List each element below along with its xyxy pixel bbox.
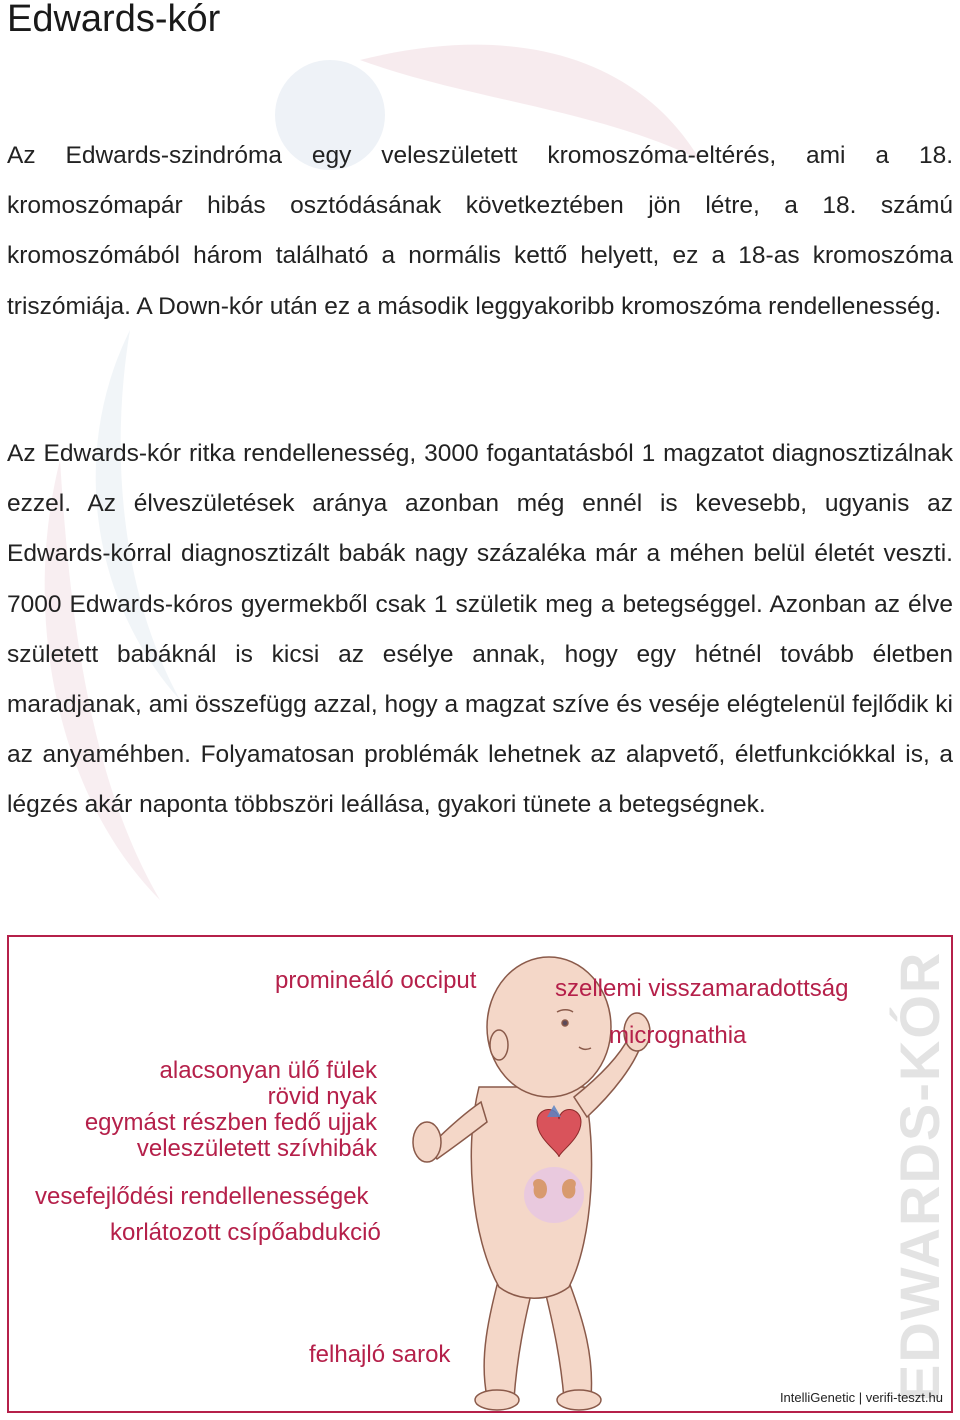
- edwards-syndrome-illustration: [7, 935, 953, 1413]
- vertical-title: [888, 937, 953, 1411]
- label-heart: veleszületett szívhibák: [136, 1135, 377, 1162]
- label-micrognathia: micrognathia: [609, 1022, 747, 1049]
- paragraph-intro: Az Edwards-szindróma egy veleszületett kromoszóma-eltérés, ami a 18. kromoszómapár hibás osztódásának következtében jön létre, a 18. számú kromoszómából három található a normális kettő helyett, ez a 18-as kromoszóma triszómiája. A Down-kór után ez a második leggyakoribb kromoszóma rendellenesség.: [7, 142, 953, 320]
- baby-illustration: [9, 937, 951, 1411]
- page-title: Edwards-kór: [7, 0, 221, 40]
- label-fingers: egymást részben fedő ujjak: [84, 1109, 377, 1136]
- label-heel: felhajló sarok: [309, 1341, 451, 1368]
- paragraph-details: Az Edwards-kór ritka rendellenesség, 3000 fogantatásból 1 magzatot diagnosztizálnak ezzel. Az élveszületések aránya azonban még ennél is kevesebb, ugyanis az Edwards-kórral diagnosztizált babák nagy százaléka már a méhen belül életét veszti. 7000 Edwards-kóros gyermekből csak 1 születik meg a betegséggel. Azonban az élve született babáknál is kicsi az esélye annak, hogy egy hétnél tovább életben maradjanak, ami összefügg azzal, hogy a magzat szíve és veséje elégtelenül fejlődik ki az anyaméhben. Folyamatosan problémák lehetnek az alapvető, életfunkciókkal is, a légzés akár naponta többszöri leállása, gyakori tünete a betegségnek.: [7, 440, 953, 819]
- label-ears: alacsonyan ülő fülek: [159, 1057, 377, 1084]
- label-neck: rövid nyak: [267, 1083, 377, 1110]
- credit-text: IntelliGenetic | verifi-teszt.hu: [779, 1390, 943, 1405]
- label-occiput: promineáló occiput: [275, 967, 477, 994]
- label-mental: szellemi visszamaradottság: [555, 975, 849, 1002]
- label-kidney: vesefejlődési rendellenességek: [35, 1183, 369, 1210]
- label-hip: korlátozott csípőabdukció: [110, 1219, 381, 1246]
- svg-text:EDWARDS-KÓR: EDWARDS-KÓR: [888, 950, 951, 1402]
- kidney-icon: [524, 1167, 584, 1223]
